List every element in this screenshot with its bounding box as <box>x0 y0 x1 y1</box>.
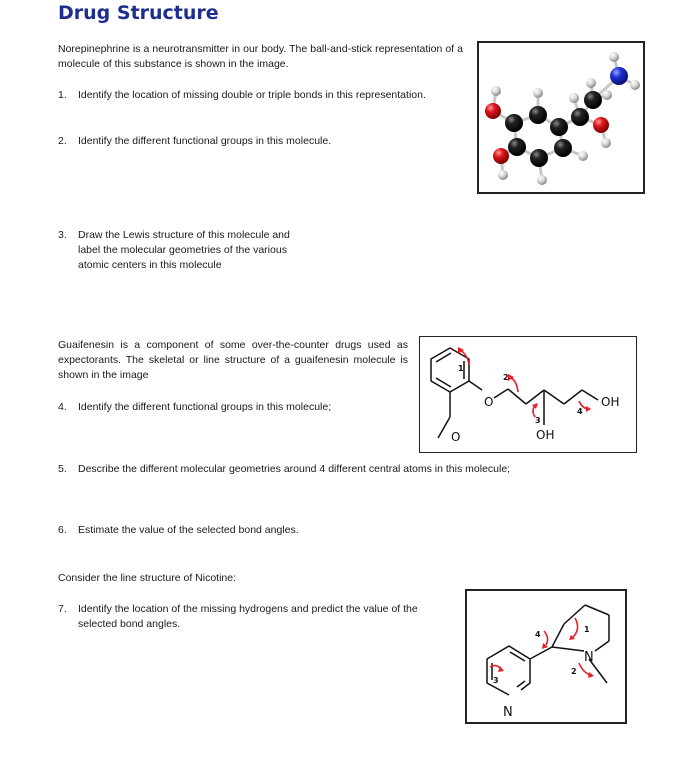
hydrogen-atom <box>602 90 612 100</box>
nitrogen-atom <box>610 67 628 85</box>
hydrogen-atom <box>569 93 579 103</box>
hydrogen-atom <box>498 170 508 180</box>
question-3-text: Draw the Lewis structure of this molecule and label the molecular geometries of the various atomic centers in this molecule <box>78 229 290 271</box>
question-6 <box>58 523 458 538</box>
carbon-atom <box>554 139 572 157</box>
hydrogen-atom <box>586 78 596 88</box>
nicotine-intro: Consider the line structure of Nicotine: <box>58 572 237 584</box>
question-1 <box>58 88 463 103</box>
carbon-atom <box>530 149 548 167</box>
question-1-text: Identify the location of missing double or triple bonds in this representation. <box>78 89 426 101</box>
hydrogen-atom <box>630 80 640 90</box>
carbon-atom <box>550 118 568 136</box>
question-6-text: Estimate the value of the selected bond angles. <box>78 524 299 536</box>
question-4-text: Identify the different functional groups in this molecule; <box>78 401 332 413</box>
question-5-number: 5. <box>58 463 67 475</box>
question-5-text: Describe the different molecular geometries around 4 different central atoms in this molecule; <box>78 463 511 475</box>
pyridine-nitrogen-label: N <box>503 705 513 720</box>
nicotine-angle-label-1: 1 <box>584 625 590 634</box>
question-4-number: 4. <box>58 401 67 413</box>
question-7 <box>58 602 458 632</box>
methoxy-oxygen-label: O <box>451 430 461 444</box>
guaifenesin-intro: Guaifenesin is a component of some over-the-counter drugs used as expectorants. The skeletal or line structure of a guaifenesin molecule is shown in the image <box>58 339 408 381</box>
norepinephrine-model <box>479 43 643 192</box>
question-1-number: 1. <box>58 89 67 101</box>
angle-arrows <box>460 350 588 417</box>
carbon-atom <box>505 114 523 132</box>
question-2 <box>58 134 463 149</box>
question-5 <box>58 462 618 477</box>
question-6-number: 6. <box>58 524 67 536</box>
guaifenesin-structure <box>420 337 635 451</box>
question-2-number: 2. <box>58 135 67 147</box>
nicotine-angle-label-2: 2 <box>571 667 577 676</box>
hydrogen-atom <box>609 52 619 62</box>
angle-label-1: 1 <box>458 364 464 373</box>
pyrrolidine-nitrogen-label: N <box>584 650 594 665</box>
oxygen-atom <box>493 148 509 164</box>
question-3-number: 3. <box>58 229 67 241</box>
question-3 <box>58 228 308 273</box>
angle-label-3: 3 <box>535 416 541 425</box>
hydrogen-atom <box>533 88 543 98</box>
question-4 <box>58 400 408 415</box>
guaifenesin-structure-figure <box>419 336 637 453</box>
oxygen-atom <box>593 117 609 133</box>
guaifenesin-bonds <box>431 348 598 438</box>
question-7-number: 7. <box>58 603 67 615</box>
question-7-text: Identify the location of the missing hydrogens and predict the value of the selected bond angles. <box>78 603 418 630</box>
hydroxyl-bottom-label: OH <box>536 428 555 442</box>
nicotine-arrow-heads <box>498 635 594 678</box>
angle-label-4: 4 <box>577 407 583 416</box>
hydrogen-atom <box>491 86 501 96</box>
nicotine-structure-figure <box>465 589 627 724</box>
nicotine-structure <box>467 591 625 722</box>
hydroxyl-right-label: OH <box>601 395 620 409</box>
ether-oxygen-label: O <box>484 395 494 409</box>
norepinephrine-model-figure <box>477 41 645 194</box>
hydrogen-atom <box>578 151 588 161</box>
nicotine-angle-label-4: 4 <box>535 630 541 639</box>
carbon-atom <box>508 138 526 156</box>
atoms <box>485 52 640 185</box>
norepinephrine-intro: Norepinephrine is a neurotransmitter in our body. The ball-and-stick representation of a molecule of this substance is shown in the image. <box>58 43 463 70</box>
angle-label-2: 2 <box>503 373 509 382</box>
page-title: Drug Structure <box>58 2 219 24</box>
nicotine-angle-label-3: 3 <box>493 676 499 685</box>
hydrogen-atom <box>537 175 547 185</box>
hydrogen-atom <box>601 138 611 148</box>
carbon-atom <box>529 106 547 124</box>
carbon-atom <box>584 91 602 109</box>
question-2-text: Identify the different functional groups in this molecule. <box>78 135 332 147</box>
carbon-atom <box>571 108 589 126</box>
oxygen-atom <box>485 103 501 119</box>
